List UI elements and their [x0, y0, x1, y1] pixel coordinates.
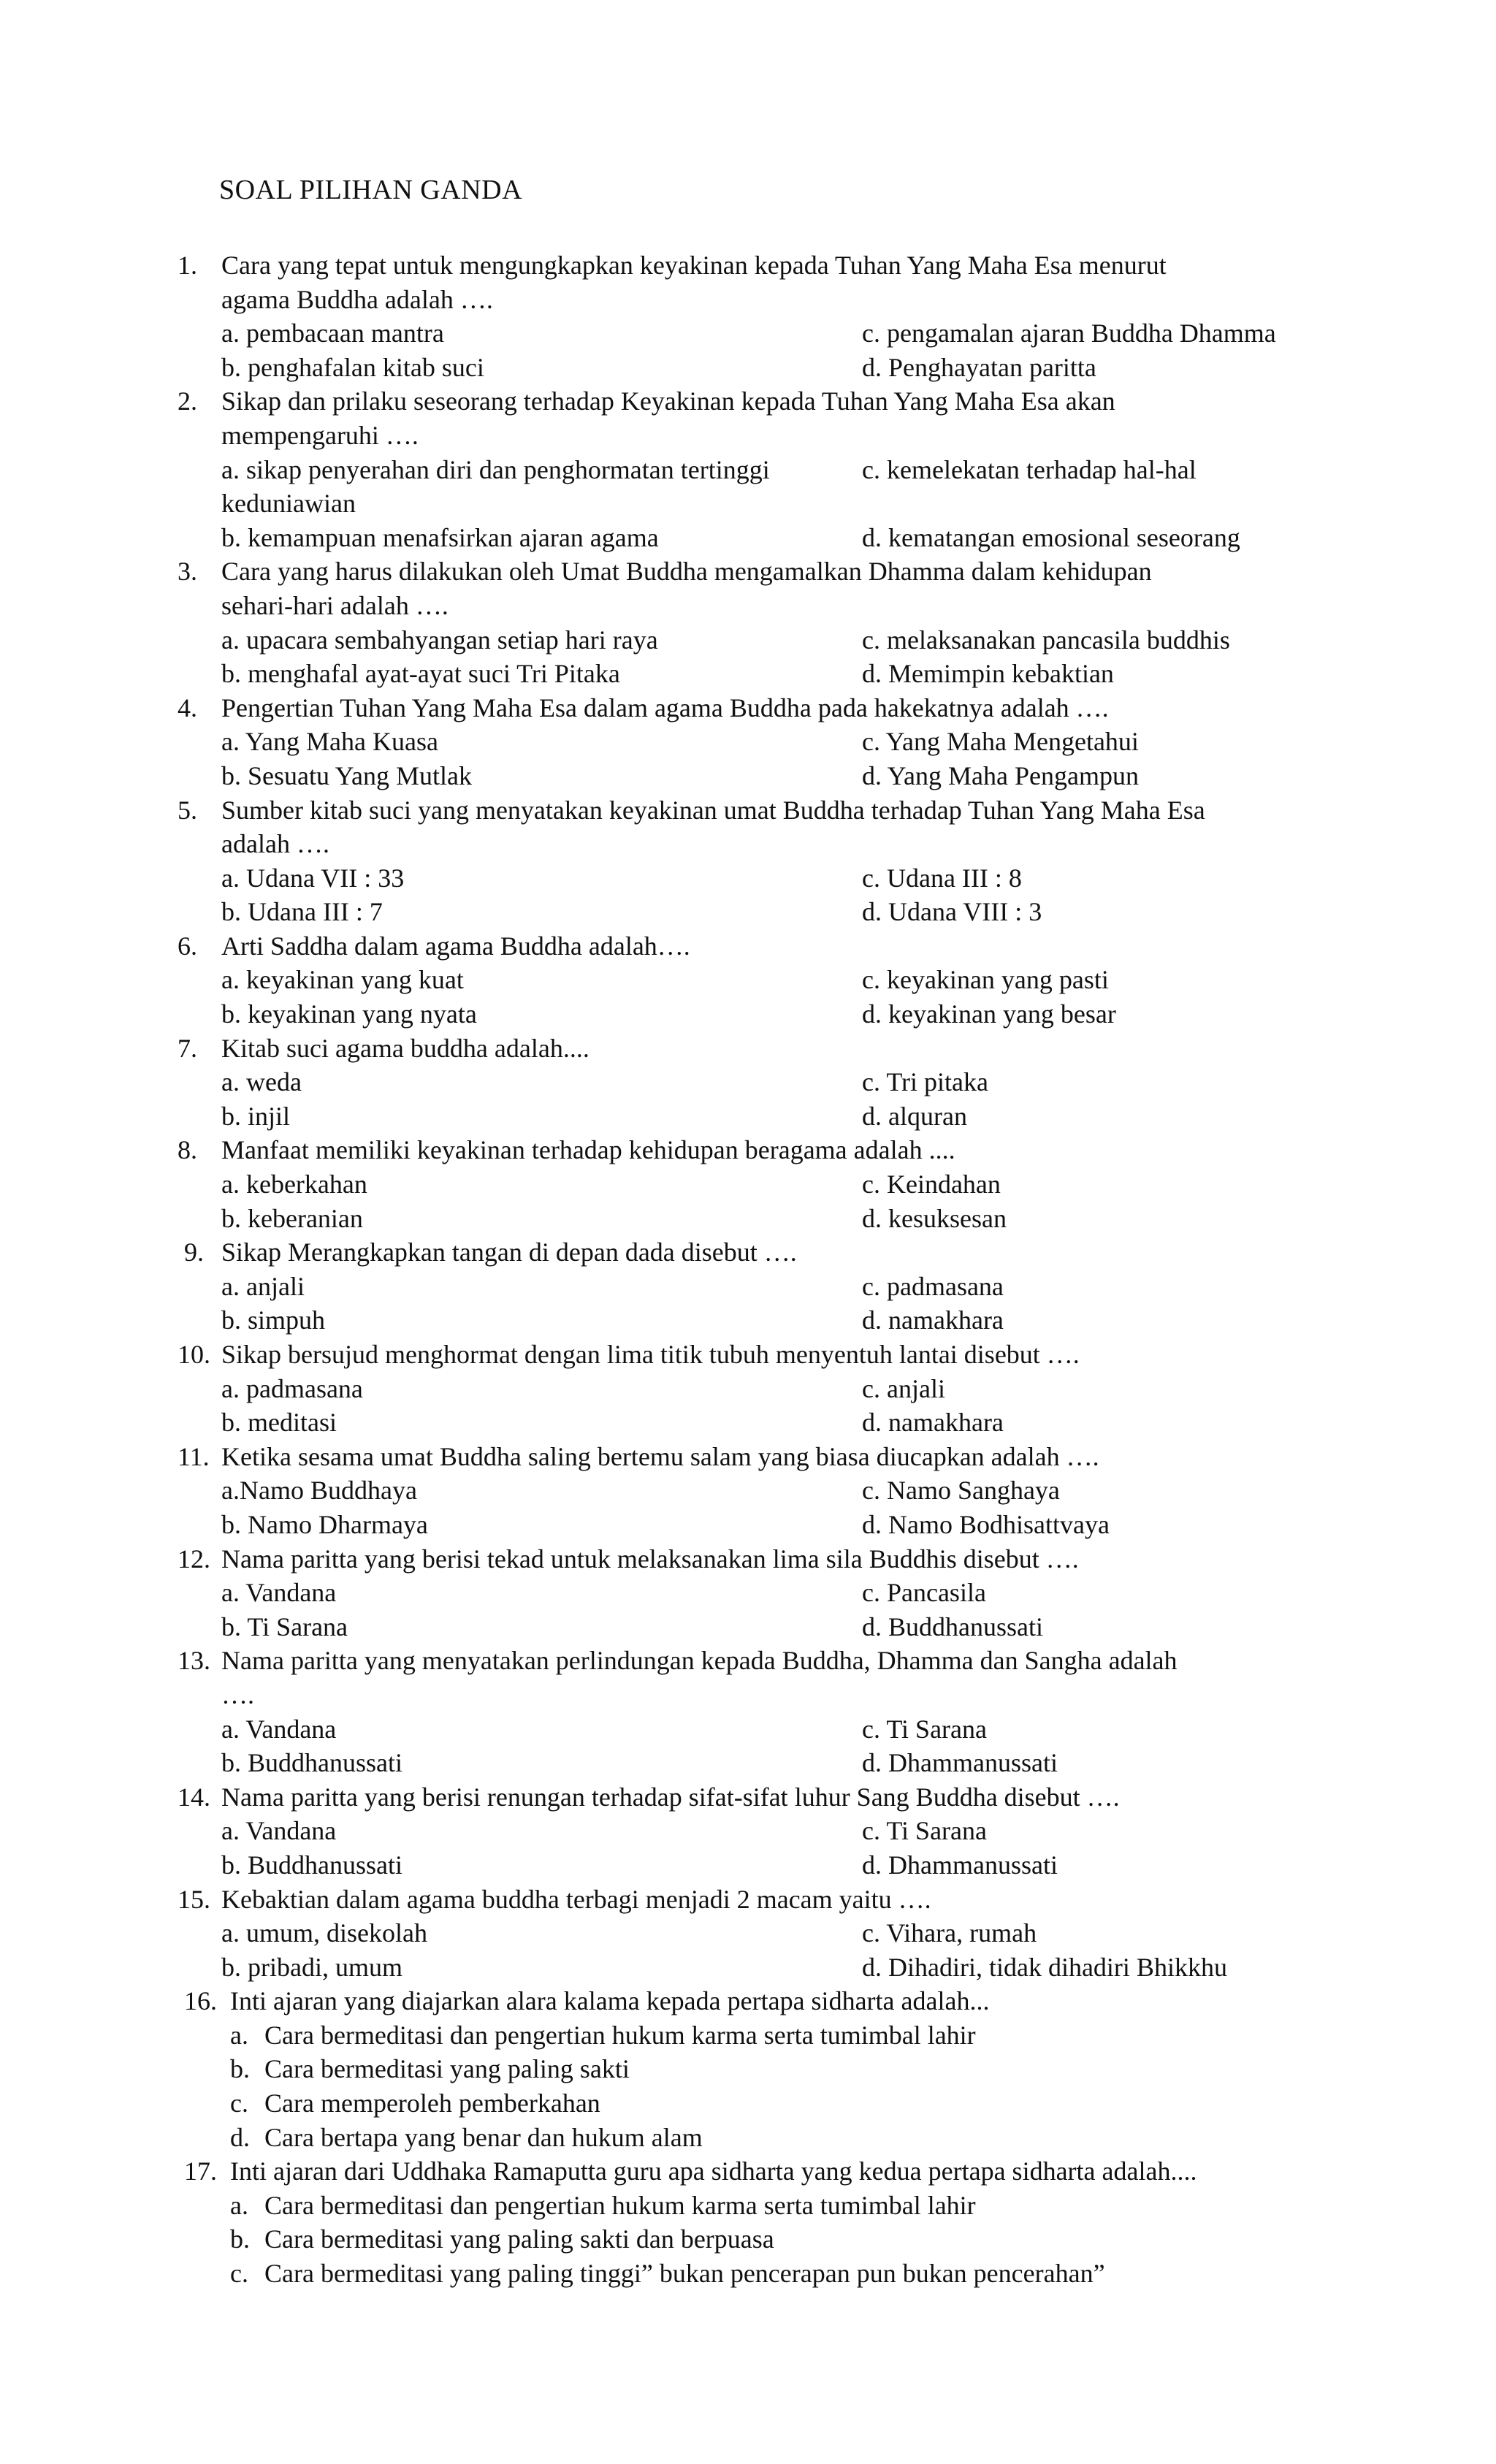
option-right: c. anjali [862, 1373, 945, 1403]
option-left: b. keyakinan yang nyata [221, 999, 477, 1029]
option-item [0, 2086, 1496, 2121]
option-row [0, 997, 1496, 1031]
option-left: keduniawian [221, 489, 356, 519]
option-right: d. alquran [862, 1101, 967, 1131]
question-number: 12. [178, 1544, 210, 1574]
option-item [0, 2052, 1496, 2086]
option-letter: b. [230, 2054, 250, 2084]
option-right: d. keyakinan yang besar [862, 999, 1116, 1029]
question-number: 6. [178, 931, 197, 961]
option-row [0, 725, 1496, 759]
option-letter: a. [230, 2020, 248, 2050]
option-left: b. Buddhanussati [221, 1748, 402, 1778]
option-left: b. keberanian [221, 1203, 363, 1233]
question-line [0, 1883, 1496, 1917]
option-text: Cara bermeditasi yang paling tinggi” bukan pencerapan pun bukan pencerahan” [264, 2259, 1105, 2289]
question-text: Sikap bersujud menghormat dengan lima titik tubuh menyentuh lantai disebut …. [221, 1340, 1080, 1369]
question-line [0, 283, 1496, 317]
question-text: Arti Saddha dalam agama Buddha adalah…. [221, 931, 690, 961]
option-row [0, 895, 1496, 929]
question-number: 17. [184, 2156, 217, 2186]
option-right: c. Keindahan [862, 1170, 1001, 1199]
question-text: Manfaat memiliki keyakinan terhadap kehidupan beragama adalah .... [221, 1135, 955, 1165]
question-number: 1. [178, 251, 197, 280]
option-left: a. Vandana [221, 1816, 337, 1846]
question-text: Sumber kitab suci yang menyatakan keyakinan umat Buddha terhadap Tuhan Yang Maha Esa [221, 795, 1205, 825]
option-right: c. Ti Sarana [862, 1714, 987, 1744]
option-row [0, 1814, 1496, 1848]
option-left: a. padmasana [221, 1373, 363, 1403]
question-line [0, 1542, 1496, 1576]
question-number: 16. [184, 1986, 217, 2016]
question-number: 5. [178, 795, 197, 825]
option-right: c. keyakinan yang pasti [862, 965, 1109, 995]
question-text: Cara yang harus dilakukan oleh Umat Buddha mengamalkan Dhamma dalam kehidupan [221, 557, 1152, 587]
option-right: c. pengamalan ajaran Buddha Dhamma [862, 319, 1276, 348]
option-right: d. Memimpin kebaktian [862, 659, 1114, 689]
question-line [0, 554, 1496, 589]
option-row [0, 1372, 1496, 1406]
option-row [0, 861, 1496, 896]
option-letter: a. [230, 2190, 248, 2220]
question-line [0, 2154, 1496, 2189]
option-right: c. Udana III : 8 [862, 863, 1022, 893]
option-left: b. meditasi [221, 1408, 337, 1438]
question-number: 4. [178, 693, 197, 722]
question-line [0, 384, 1496, 419]
question-line [0, 793, 1496, 828]
option-left: a. Vandana [221, 1714, 337, 1744]
option-item [0, 2121, 1496, 2155]
question-line [0, 691, 1496, 725]
option-row [0, 521, 1496, 555]
question-text: Pengertian Tuhan Yang Maha Esa dalam agama Buddha pada hakekatnya adalah …. [221, 693, 1109, 722]
option-right: d. Buddhanussati [862, 1611, 1043, 1641]
option-row [0, 1508, 1496, 1542]
question-text: Ketika sesama umat Buddha saling bertemu salam yang biasa diucapkan adalah …. [221, 1441, 1099, 1471]
question-text: mempengaruhi …. [221, 420, 419, 450]
option-row [0, 1576, 1496, 1610]
option-left: b. penghafalan kitab suci [221, 352, 484, 382]
question-text: sehari-hari adalah …. [221, 590, 449, 620]
option-text: Cara memperoleh pemberkahan [264, 2089, 600, 2118]
option-left: a. upacara sembahyangan setiap hari raya [221, 625, 658, 655]
option-row [0, 657, 1496, 691]
option-row [0, 453, 1496, 487]
option-right: c. Yang Maha Mengetahui [862, 727, 1139, 757]
option-left: a. keberkahan [221, 1170, 367, 1199]
question-text: Nama paritta yang berisi tekad untuk melaksanakan lima sila Buddhis disebut …. [221, 1544, 1079, 1574]
option-right: c. Ti Sarana [862, 1816, 987, 1846]
option-text: Cara bermeditasi dan pengertian hukum karma serta tumimbal lahir [264, 2020, 976, 2050]
option-left: b. Buddhanussati [221, 1850, 402, 1880]
question-text: Inti ajaran dari Uddhaka Ramaputta guru apa sidharta yang kedua pertapa sidharta adalah.... [230, 2156, 1197, 2186]
option-left: b. Udana III : 7 [221, 897, 383, 927]
option-row [0, 1270, 1496, 1304]
question-text: adalah …. [221, 829, 329, 859]
option-row [0, 1099, 1496, 1134]
option-row [0, 1202, 1496, 1236]
option-right: c. padmasana [862, 1271, 1004, 1301]
option-right: c. Namo Sanghaya [862, 1476, 1060, 1506]
option-right: d. Udana VIII : 3 [862, 897, 1042, 927]
option-left: b. injil [221, 1101, 291, 1131]
option-item [0, 2222, 1496, 2257]
question-text: Sikap dan prilaku seseorang terhadap Keyakinan kepada Tuhan Yang Maha Esa akan [221, 386, 1115, 416]
option-left: a. keyakinan yang kuat [221, 965, 464, 995]
question-line [0, 589, 1496, 623]
question-list [0, 248, 1496, 2291]
option-right: d. Dhammanussati [862, 1748, 1058, 1778]
question-number: 3. [178, 557, 197, 587]
option-row [0, 1065, 1496, 1099]
question-number: 7. [178, 1033, 197, 1063]
option-letter: d. [230, 2122, 250, 2152]
option-left: b. Sesuatu Yang Mutlak [221, 760, 473, 790]
option-row [0, 1405, 1496, 1440]
question-line [0, 1984, 1496, 2018]
question-number: 11. [178, 1441, 210, 1471]
question-line [0, 1440, 1496, 1474]
option-right: d. kesuksesan [862, 1203, 1007, 1233]
option-item [0, 2189, 1496, 2223]
option-row [0, 1610, 1496, 1644]
option-letter: c. [230, 2259, 248, 2289]
option-right: c. Tri pitaka [862, 1067, 989, 1097]
option-letter: c. [230, 2089, 248, 2118]
option-right: c. melaksanakan pancasila buddhis [862, 625, 1230, 655]
question-number: 2. [178, 386, 197, 416]
option-left: a. Yang Maha Kuasa [221, 727, 438, 757]
option-left: a. weda [221, 1067, 302, 1097]
option-left: b. pribadi, umum [221, 1952, 402, 1982]
question-line [0, 1031, 1496, 1066]
option-left: a. Vandana [221, 1578, 337, 1608]
option-text: Cara bermeditasi dan pengertian hukum karma serta tumimbal lahir [264, 2190, 976, 2220]
question-number: 9. [184, 1237, 204, 1267]
option-right: d. Penghayatan paritta [862, 352, 1096, 382]
option-right: d. namakhara [862, 1408, 1004, 1438]
option-left: a. anjali [221, 1271, 305, 1301]
question-text: agama Buddha adalah …. [221, 284, 493, 314]
question-line [0, 1678, 1496, 1712]
option-left: b. Namo Dharmaya [221, 1509, 428, 1539]
question-number: 14. [178, 1782, 210, 1812]
question-text: Kebaktian dalam agama buddha terbagi menjadi 2 macam yaitu …. [221, 1884, 931, 1914]
option-row [0, 1712, 1496, 1747]
option-right: d. namakhara [862, 1305, 1004, 1335]
option-right: c. Pancasila [862, 1578, 986, 1608]
question-text: Nama paritta yang berisi renungan terhadap sifat-sifat luhur Sang Buddha disebut …. [221, 1782, 1120, 1812]
option-text: Cara bertapa yang benar dan hukum alam [264, 2122, 703, 2152]
option-row [0, 351, 1496, 385]
question-line [0, 929, 1496, 964]
option-left: b. Ti Sarana [221, 1611, 348, 1641]
question-text: Cara yang tepat untuk mengungkapkan keyakinan kepada Tuhan Yang Maha Esa menurut [221, 251, 1167, 280]
option-left: b. kemampuan menafsirkan ajaran agama [221, 522, 659, 552]
option-letter: b. [230, 2224, 250, 2254]
option-row [0, 316, 1496, 351]
question-number: 8. [178, 1135, 197, 1165]
option-row [0, 1303, 1496, 1338]
question-text: Nama paritta yang menyatakan perlindungan kepada Buddha, Dhamma dan Sangha adalah [221, 1646, 1178, 1676]
question-line [0, 1133, 1496, 1167]
question-line [0, 248, 1496, 283]
question-number: 15. [178, 1884, 210, 1914]
option-left: b. menghafal ayat-ayat suci Tri Pitaka [221, 659, 620, 689]
option-row [0, 1950, 1496, 1985]
option-row [0, 1916, 1496, 1950]
option-right: d. Namo Bodhisattvaya [862, 1509, 1110, 1539]
option-left: b. simpuh [221, 1305, 326, 1335]
option-right: d. Dihadiri, tidak dihadiri Bhikkhu [862, 1952, 1227, 1982]
option-text: Cara bermeditasi yang paling sakti [264, 2054, 630, 2084]
option-row [0, 1746, 1496, 1780]
option-left: a. sikap penyerahan diri dan penghormatan tertinggi [221, 454, 770, 484]
question-text: …. [221, 1679, 254, 1709]
option-row [0, 623, 1496, 657]
option-row [0, 487, 1496, 521]
option-item [0, 2257, 1496, 2291]
option-right: c. Vihara, rumah [862, 1918, 1037, 1948]
option-left: a. pembacaan mantra [221, 319, 444, 348]
question-line [0, 1644, 1496, 1678]
option-right: d. Yang Maha Pengampun [862, 760, 1139, 790]
option-row [0, 1848, 1496, 1883]
question-line [0, 827, 1496, 861]
option-row [0, 963, 1496, 997]
question-text: Kitab suci agama buddha adalah.... [221, 1033, 589, 1063]
question-number: 10. [178, 1340, 210, 1369]
option-left: a. umum, disekolah [221, 1918, 427, 1948]
option-left: a. Udana VII : 33 [221, 863, 405, 893]
option-right: c. kemelekatan terhadap hal-hal [862, 454, 1197, 484]
question-line [0, 1780, 1496, 1815]
question-line [0, 1338, 1496, 1372]
question-text: Sikap Merangkapkan tangan di depan dada disebut …. [221, 1237, 797, 1267]
option-row [0, 1167, 1496, 1202]
option-right: d. kematangan emosional seseorang [862, 522, 1240, 552]
question-text: Inti ajaran yang diajarkan alara kalama kepada pertapa sidharta adalah... [230, 1986, 990, 2016]
question-line [0, 419, 1496, 453]
option-row [0, 1473, 1496, 1508]
page-title: SOAL PILIHAN GANDA [219, 175, 523, 205]
option-row [0, 759, 1496, 793]
option-text: Cara bermeditasi yang paling sakti dan berpuasa [264, 2224, 774, 2254]
question-line [0, 1235, 1496, 1270]
option-right: d. Dhammanussati [862, 1850, 1058, 1880]
option-left: a.Namo Buddhaya [221, 1476, 417, 1506]
question-number: 13. [178, 1646, 210, 1676]
option-item [0, 2018, 1496, 2053]
